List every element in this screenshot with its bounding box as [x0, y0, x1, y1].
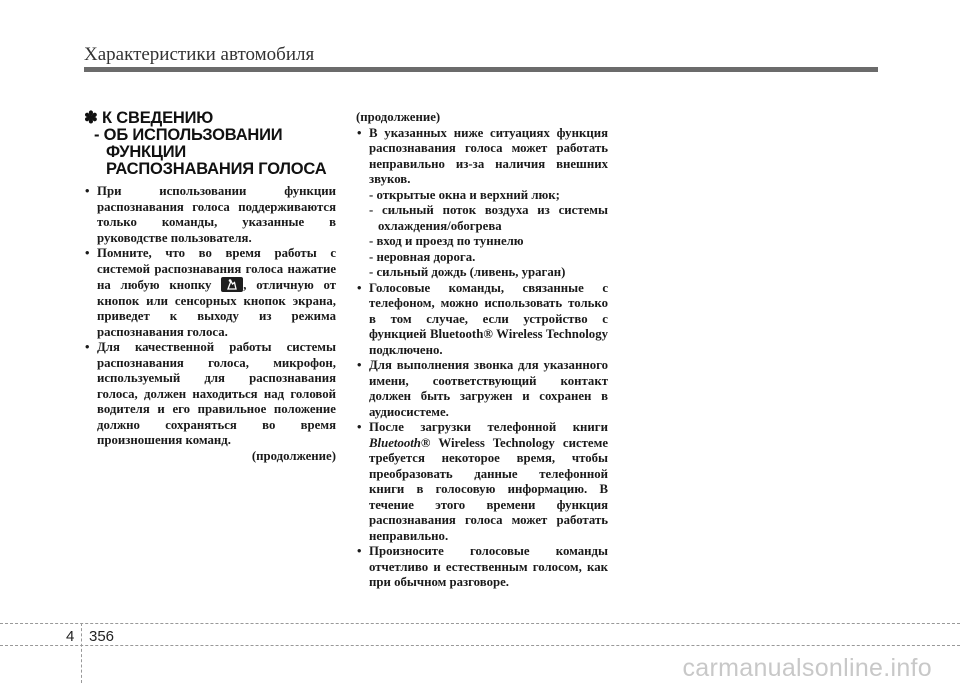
- continued-label: (продолжение): [251, 448, 336, 463]
- list-item-text: После загрузки телефонной книги: [369, 420, 608, 434]
- section-heading-line3: ФУНКЦИИ: [106, 143, 187, 161]
- footer-rule-top: [0, 623, 960, 624]
- list-item: • Для качественной работы системы распознавания голоса, микрофон, используемый для распознавания голоса, должен находиться над головой водителя и его правильное положение должно сохраняться во время произношения команд.: [84, 340, 336, 449]
- list-item-text: В указанных ниже ситуациях функция распознавания голоса может работать неправильно из-за наличия внешних звуков.: [369, 125, 608, 186]
- section-heading-line2: - ОБ ИСПОЛЬЗОВАНИИ: [94, 126, 283, 144]
- asterisk-icon: ✽: [84, 109, 98, 127]
- section-heading: [84, 110, 336, 178]
- list-item-text-cont: отличную от кнопок или сенсорных кнопок экрана, приведет к выходу из режима распознавания голоса.: [97, 278, 337, 339]
- bluetooth-term: Bluetooth®: [369, 435, 431, 450]
- header-rule: [84, 67, 878, 72]
- left-column: [84, 110, 336, 464]
- right-column: [356, 110, 608, 591]
- list-item: • При использовании функции распознавания голоса поддерживаются только команды, указанные в руководстве пользователя.: [84, 184, 336, 246]
- dash-item: - сильный поток воздуха из системы охлаждения/обогрева: [369, 203, 608, 233]
- list-item: • Произносите голосовые команды отчетливо и естественным голосом, как при обычном разговоре.: [356, 544, 608, 591]
- continued-label-top: (продолжение): [356, 110, 441, 124]
- watermark: carmanualsonline.info: [682, 654, 932, 682]
- list-item: [356, 420, 608, 544]
- dash-item: - открытые окна и верхний люк;: [369, 187, 560, 202]
- page-header-title: Характеристики автомобиля: [84, 44, 315, 65]
- dash-item: - сильный дождь (ливень, ураган): [369, 265, 566, 279]
- list-item: [356, 126, 608, 281]
- left-bullet-list: [84, 184, 336, 449]
- right-bullet-list: [356, 126, 608, 591]
- list-item: • Для выполнения звонка для указанного имени, соответствующий контакт должен быть загружен и сохранен в аудиосистеме.: [356, 358, 608, 420]
- chapter-number: 4: [66, 628, 75, 645]
- list-item: • Голосовые команды, связанные с телефоном, можно использовать только в том случае, если устройство с функцией Bluetooth® Wireless Technology подключено.: [356, 281, 608, 359]
- footer-divider: [81, 623, 82, 683]
- voice-talk-button-icon: [221, 277, 243, 292]
- dash-item: - вход и проезд по туннелю: [369, 234, 524, 248]
- list-item-text-cont: Wireless Technology системе требуется некоторое время, чтобы преобразовать данные телефонной книги в голосовую информацию. В течение этого времени функция распознавания голоса может работать неправильно.: [369, 435, 609, 543]
- footer-rule-bottom: [0, 645, 960, 646]
- list-item: • Помните, что во время работы с системой распознавания голоса нажатие на любую кнопку , отличную от кнопок или сенсорных кнопок экрана, приведет к выходу из режима распознавания голоса.: [84, 246, 336, 340]
- list-item-text: Помните, что во время работы с системой распознавания голоса нажатие на любую кнопку: [97, 246, 336, 292]
- dash-item: - неровная дорога.: [369, 249, 476, 264]
- page-number: 356: [89, 628, 115, 645]
- dash-list: [369, 188, 608, 281]
- section-heading-line4: РАСПОЗНАВАНИЯ ГОЛОСА: [106, 160, 327, 178]
- section-heading-line1: К СВЕДЕНИЮ: [102, 109, 214, 127]
